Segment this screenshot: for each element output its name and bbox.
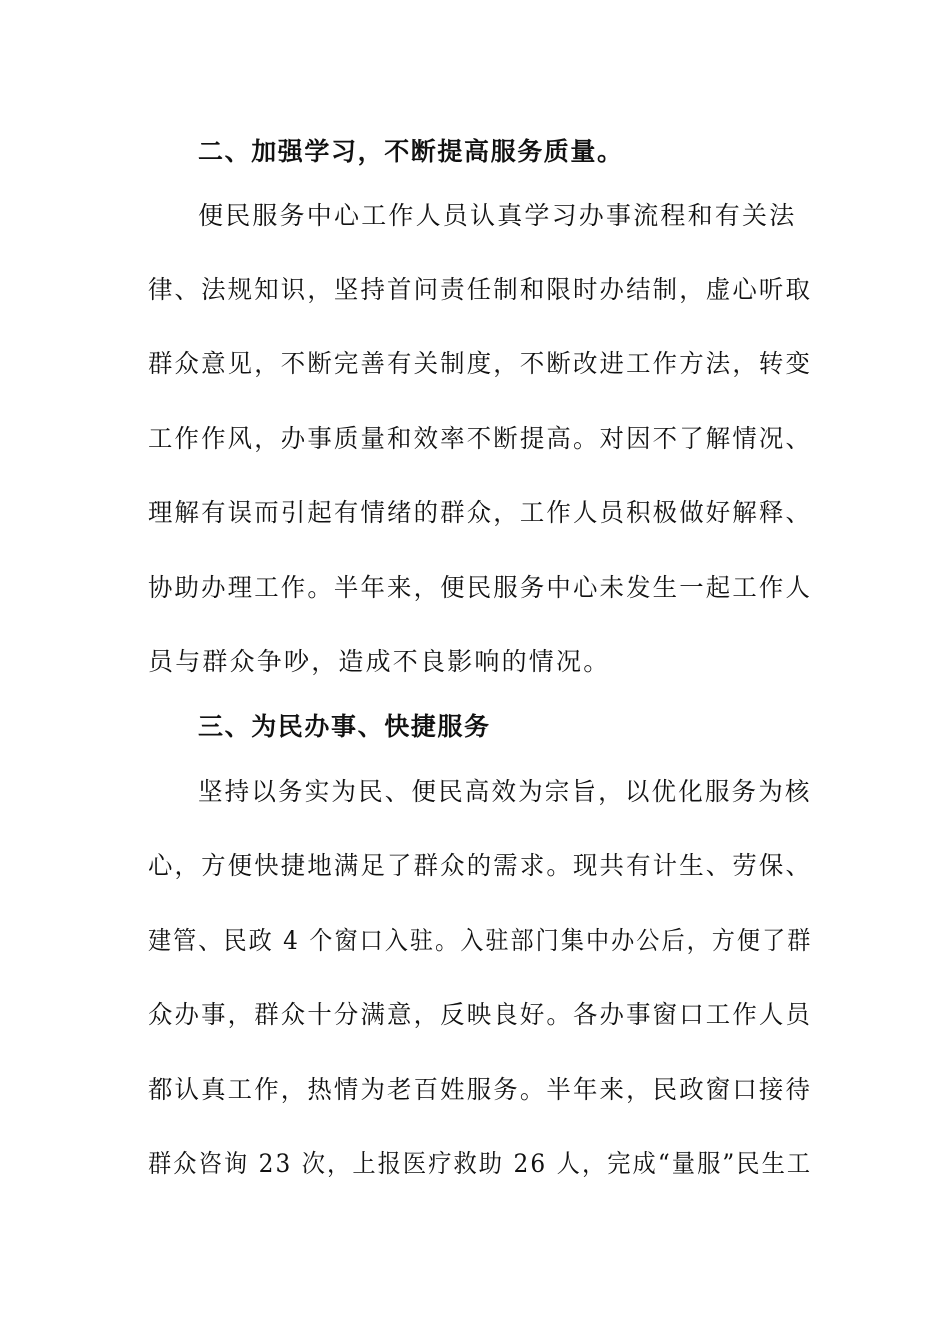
section-2-line-3: 群众意见，不断完善有关制度，不断改进工作方法，转变: [148, 349, 813, 378]
section-2-line-1: 便民服务中心工作人员认真学习办事流程和有关法: [198, 201, 797, 230]
section-3-line-1: 坚持以务实为民、便民高效为宗旨，以优化服务为核: [198, 777, 812, 806]
section-2-heading: 二、加强学习，不断提高服务质量。: [198, 137, 624, 166]
section-3-line-2: 心，方便快捷地满足了群众的需求。现共有计生、劳保、: [148, 851, 813, 880]
section-3-line-5: 都认真工作，热情为老百姓服务。半年来，民政窗口接待: [148, 1075, 813, 1104]
section-2-line-5: 理解有误而引起有情绪的群众，工作人员积极做好解释、: [148, 498, 813, 527]
section-2-line-2: 律、法规知识，坚持首问责任制和限时办结制，虚心听取: [148, 275, 813, 304]
section-2-line-6: 协助办理工作。半年来，便民服务中心未发生一起工作人: [148, 573, 813, 602]
section-3-heading: 三、为民办事、快捷服务: [198, 712, 491, 741]
section-2-line-7: 员与群众争吵，造成不良影响的情况。: [148, 647, 611, 676]
section-2-line-4: 工作作风，办事质量和效率不断提高。对因不了解情况、: [148, 424, 813, 453]
section-3-line-3: 建管、民政 4 个窗口入驻。入驻部门集中办公后，方便了群: [148, 926, 813, 955]
section-3-line-4: 众办事，群众十分满意，反映良好。各办事窗口工作人员: [148, 1000, 813, 1029]
section-3-line-6: 群众咨询 23 次，上报医疗救助 26 人，完成“量服”民生工: [148, 1149, 813, 1178]
